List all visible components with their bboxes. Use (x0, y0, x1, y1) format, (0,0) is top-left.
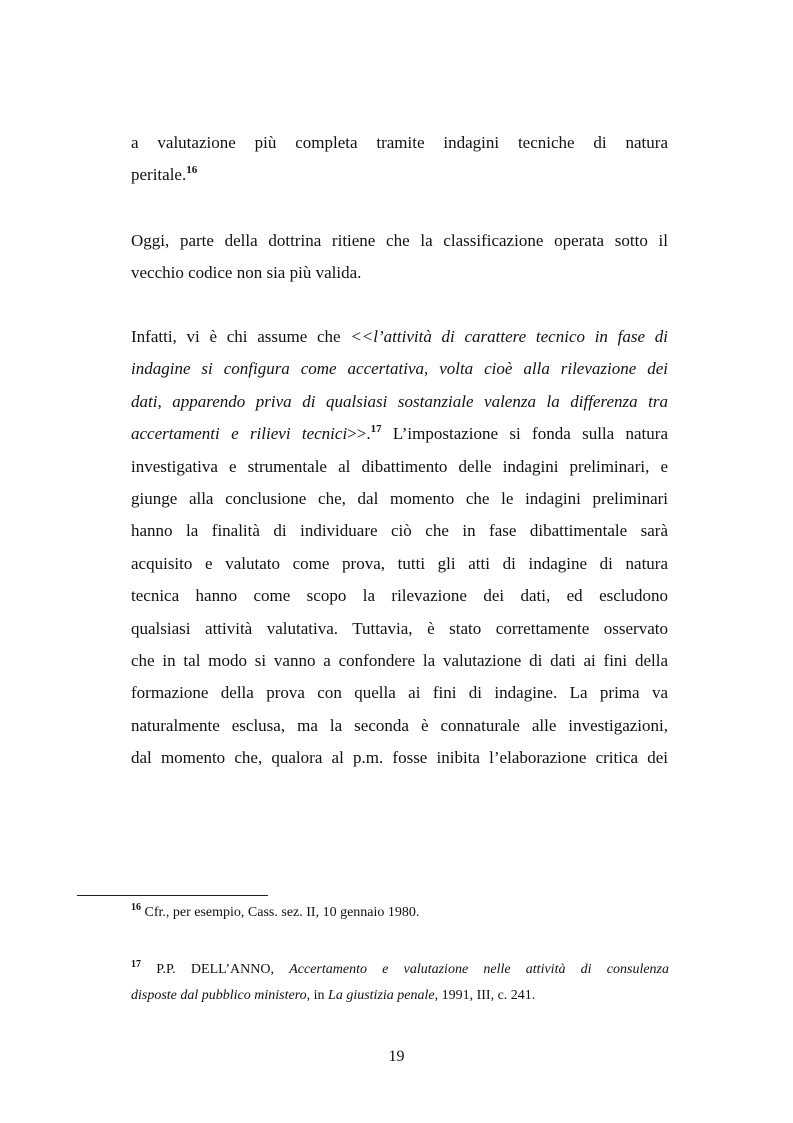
footnote-separator (77, 895, 268, 896)
footnote-journal: La giustizia penale (328, 988, 435, 1003)
paragraph-line (131, 353, 668, 385)
paragraph-line (131, 159, 668, 191)
paragraph-text: peritale. (131, 165, 187, 185)
paragraph-line: che in tal modo si vanno a confondere la valutazione di dati ai fini della (131, 650, 668, 670)
paragraph-line (131, 321, 668, 353)
footnote-17 (131, 957, 669, 1009)
footnote-line (131, 957, 669, 983)
footnote-reference-16[interactable]: 16 (186, 164, 198, 177)
paragraph-line: vecchio codice non sia più valida. (131, 263, 362, 283)
footnote-text: Cfr., per esempio, Cass. sez. II, 10 gennaio 1980. (141, 905, 420, 920)
paragraph-3 (131, 321, 668, 774)
paragraph-line: naturalmente esclusa, ma la seconda è connaturale alle investigazioni, (131, 715, 668, 735)
paragraph-line: acquisito e valutato come prova, tutti gli atti di indagine di natura (131, 553, 668, 573)
paragraph-line (131, 418, 668, 450)
paragraph-line: tecnica hanno come scopo la rilevazione dei dati, ed escludono (131, 586, 668, 606)
footnote-16 (131, 900, 669, 926)
footnote-text: , in (306, 988, 329, 1003)
quotation-text: dati, apparendo priva di qualsiasi sostanziale valenza la differenza tra (131, 391, 668, 411)
footnote-number: 17 (131, 959, 141, 970)
footnote-title: disposte dal pubblico ministero (131, 988, 307, 1003)
page-number: 19 (388, 1048, 405, 1065)
footnote-number: 16 (131, 902, 141, 913)
paragraph-line: hanno la finalità di individuare ciò che in fase dibattimentale sarà (131, 521, 668, 541)
footnote-text: , 1991, III, c. 241. (434, 988, 536, 1003)
paragraph-text: Infatti, vi è chi assume che (131, 327, 351, 346)
paragraph-line: a valutazione più completa tramite indagini tecniche di natura (131, 133, 668, 152)
quotation-text: indagine si configura come accertativa, volta cioè alla rilevazione dei (131, 359, 668, 379)
paragraph-line: formazione della prova con quella ai fini di indagine. La prima va (131, 683, 668, 703)
quotation-text: accertamenti e rilievi tecnici (131, 424, 348, 444)
paragraph-line (131, 386, 668, 418)
paragraph-1 (131, 127, 668, 192)
quote-close: >>. (347, 424, 371, 444)
footnote-author: P.P. DELL’ANNO, (141, 962, 290, 977)
footnote-title: Accertamento e valutazione nelle attività di consulenza (289, 962, 669, 977)
paragraph-line: dal momento che, qualora al p.m. fosse inibita l’elaborazione critica dei (131, 748, 668, 768)
paragraph-line: investigativa e strumentale al dibattimento delle indagini preliminari, e (131, 456, 668, 476)
footnote-reference-17[interactable]: 17 (370, 423, 382, 436)
paragraph-2 (131, 225, 668, 290)
paragraph-text: L’impostazione si fonda sulla natura (381, 424, 668, 444)
paragraph-line: Oggi, parte della dottrina ritiene che la classificazione operata sotto il (131, 231, 668, 250)
paragraph-line: qualsiasi attività valutativa. Tuttavia, è stato correttamente osservato (131, 618, 668, 638)
quotation-text: <<l’attività di carattere tecnico in fase di (350, 327, 668, 346)
footnote-line (131, 900, 669, 926)
footnote-line (131, 983, 669, 1009)
paragraph-line: giunge alla conclusione che, dal momento che le indagini preliminari (131, 488, 668, 508)
